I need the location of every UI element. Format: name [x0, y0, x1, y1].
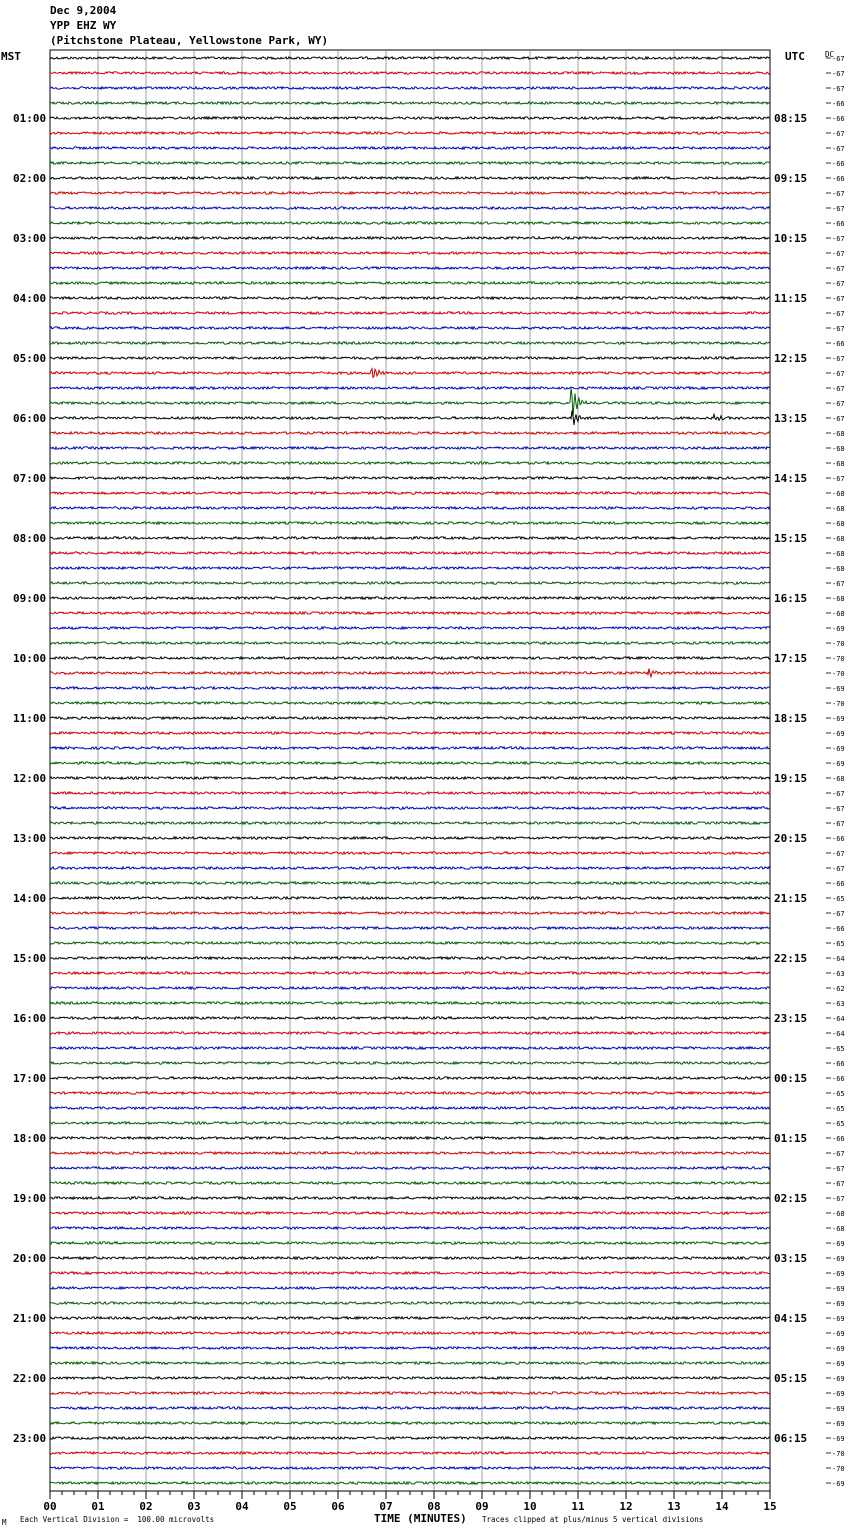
seismic-trace: [50, 327, 770, 329]
seismic-trace: [50, 1362, 770, 1364]
seismic-trace: [50, 1092, 770, 1094]
mst-hour-label: 14:00: [13, 892, 47, 905]
dc-offset-label: -68: [832, 520, 845, 528]
dc-offset-label: -67: [832, 580, 845, 588]
dc-offset-label: -66: [832, 1075, 845, 1083]
utc-hour-label: 11:15: [774, 292, 808, 305]
seismic-trace: [50, 1257, 770, 1259]
seismic-trace: [50, 388, 770, 417]
utc-hour-label: 06:15: [774, 1432, 808, 1445]
seismic-trace: [50, 1167, 770, 1169]
utc-hour-label: 03:15: [774, 1252, 808, 1265]
seismic-trace: [50, 1062, 770, 1064]
seismic-trace: [50, 627, 770, 629]
dc-offset-label: -69: [832, 1435, 845, 1443]
dc-offset-label: -68: [832, 565, 845, 573]
x-axis-label: TIME (MINUTES): [374, 1512, 467, 1525]
utc-hour-label: 23:15: [774, 1012, 808, 1025]
dc-offset-label: -64: [832, 1030, 845, 1038]
right-timezone-label: UTC: [785, 50, 805, 63]
dc-offset-label: -66: [832, 115, 845, 123]
dc-offset-label: -67: [832, 1195, 845, 1203]
left-timezone-label: MST: [1, 50, 21, 63]
seismic-trace: [50, 702, 770, 704]
seismic-trace: [50, 492, 770, 494]
seismic-trace: [50, 762, 770, 764]
dc-offset-label: -66: [832, 160, 845, 168]
dc-offset-label: -67: [832, 370, 845, 378]
dc-offset-label: -65: [832, 1120, 845, 1128]
seismic-trace: [50, 612, 770, 614]
dc-offset-label: -69: [832, 1255, 845, 1263]
seismic-trace: [50, 237, 770, 239]
mst-hour-label: 06:00: [13, 412, 47, 425]
dc-offset-label: -67: [832, 385, 845, 393]
seismic-trace: [50, 1212, 770, 1214]
dc-offset-label: -66: [832, 925, 845, 933]
dc-offset-label: -67: [832, 805, 845, 813]
dc-offset-label: -67: [832, 1150, 845, 1158]
seismic-trace: [50, 1047, 770, 1049]
x-tick-label: 06: [331, 1500, 345, 1513]
dc-offset-label: -67: [832, 295, 845, 303]
seismic-trace: [50, 1077, 770, 1079]
seismic-trace: [50, 132, 770, 134]
dc-offset-label: -69: [832, 1300, 845, 1308]
dc-offset-label: -67: [832, 250, 845, 258]
seismic-trace: [50, 87, 770, 89]
mst-hour-label: 03:00: [13, 232, 47, 245]
dc-offset-label: -69: [832, 745, 845, 753]
dc-offset-label: -67: [832, 355, 845, 363]
dc-offset-label: -68: [832, 490, 845, 498]
seismic-trace: [50, 882, 770, 884]
vertical-scale-note: Each Vertical Division = 100.00 microvolts: [20, 1515, 215, 1524]
seismic-trace: [50, 312, 770, 314]
dc-offset-label: -69: [832, 1285, 845, 1293]
seismic-trace: [50, 162, 770, 164]
clipping-note: Traces clipped at plus/minus 5 vertical divisions: [482, 1515, 704, 1524]
dc-offset-label: -63: [832, 970, 845, 978]
mst-hour-label: 20:00: [13, 1252, 47, 1265]
dc-offset-label: -64: [832, 955, 845, 963]
dc-offset-label: -69: [832, 1330, 845, 1338]
dc-offset-label: -68: [832, 1210, 845, 1218]
seismic-trace: [50, 267, 770, 269]
seismic-trace: [50, 1002, 770, 1004]
dc-offset-label: -66: [832, 1135, 845, 1143]
dc-offset-label: -69: [832, 1315, 845, 1323]
utc-hour-label: 05:15: [774, 1372, 808, 1385]
dc-offset-label: -67: [832, 475, 845, 483]
dc-offset-label: -67: [832, 415, 845, 423]
seismic-trace: [50, 1272, 770, 1274]
seismic-trace: [50, 852, 770, 854]
seismic-trace: [50, 957, 770, 959]
station-location: (Pitchstone Plateau, Yellowstone Park, WY): [50, 34, 329, 47]
utc-hour-label: 10:15: [774, 232, 808, 245]
utc-hour-label: 16:15: [774, 592, 808, 605]
station-code: YPP EHZ WY: [50, 19, 117, 32]
seismic-trace: [50, 102, 770, 104]
seismic-trace: [50, 1482, 770, 1484]
seismic-trace: [50, 912, 770, 914]
dc-offset-label: -66: [832, 340, 845, 348]
mst-hour-label: 12:00: [13, 772, 47, 785]
seismic-trace: [50, 1137, 770, 1139]
utc-hour-label: 09:15: [774, 172, 808, 185]
x-tick-label: 11: [571, 1500, 585, 1513]
utc-hour-label: 12:15: [774, 352, 808, 365]
corner-mark: M: [2, 1518, 7, 1527]
dc-offset-label: -67: [832, 145, 845, 153]
utc-hour-label: 13:15: [774, 412, 808, 425]
plot-frame: [50, 50, 770, 1491]
seismic-trace: [50, 987, 770, 989]
x-tick-label: 15: [763, 1500, 777, 1513]
plot-date: Dec 9,2004: [50, 4, 117, 17]
dc-offset-label: -66: [832, 175, 845, 183]
seismic-trace: [50, 1422, 770, 1424]
dc-offset-label: -67: [832, 820, 845, 828]
dc-offset-label: -69: [832, 1240, 845, 1248]
seismic-trace: [50, 657, 770, 659]
seismic-trace: [50, 1032, 770, 1034]
dc-offset-label: -68: [832, 610, 845, 618]
dc-offset-label: -70: [832, 655, 845, 663]
seismic-trace: [50, 942, 770, 944]
dc-offset-label: -68: [832, 505, 845, 513]
dc-offset-label: -69: [832, 715, 845, 723]
seismic-trace: [50, 1347, 770, 1349]
x-tick-label: 03: [187, 1500, 201, 1513]
seismic-trace: [50, 747, 770, 749]
seismic-trace: [50, 792, 770, 794]
utc-hour-label: 04:15: [774, 1312, 808, 1325]
dc-offset-label: -67: [832, 85, 845, 93]
dc-offset-label: -69: [832, 1480, 845, 1488]
dc-offset-label: -65: [832, 895, 845, 903]
seismic-trace: [50, 927, 770, 929]
dc-offset-label: -70: [832, 640, 845, 648]
dc-offset-label: -67: [832, 910, 845, 918]
seismic-trace: [50, 1437, 770, 1439]
seismic-trace: [50, 732, 770, 734]
seismic-trace: [50, 1107, 770, 1109]
x-tick-label: 02: [139, 1500, 153, 1513]
seismic-trace: [50, 1302, 770, 1304]
mst-hour-label: 02:00: [13, 172, 47, 185]
dc-offset-header: DC: [825, 50, 835, 59]
seismic-trace: [50, 447, 770, 449]
dc-offset-label: -68: [832, 430, 845, 438]
seismic-trace: [50, 1122, 770, 1124]
seismic-trace: [50, 1182, 770, 1184]
dc-offset-label: -62: [832, 985, 845, 993]
dc-offset-label: -67: [832, 865, 845, 873]
utc-hour-label: 14:15: [774, 472, 808, 485]
seismic-trace: [50, 972, 770, 974]
seismic-trace: [50, 1407, 770, 1409]
dc-offset-label: -69: [832, 625, 845, 633]
seismic-trace: [50, 462, 770, 464]
seismic-trace: [50, 522, 770, 524]
seismic-trace: [50, 1152, 770, 1154]
seismic-trace: [50, 387, 770, 389]
dc-offset-label: -68: [832, 775, 845, 783]
x-tick-label: 01: [91, 1500, 105, 1513]
dc-offset-label: -69: [832, 1405, 845, 1413]
dc-offset-label: -69: [832, 1420, 845, 1428]
seismic-trace: [50, 507, 770, 509]
seismic-trace: [50, 1197, 770, 1199]
seismic-trace: [50, 537, 770, 539]
utc-hour-label: 18:15: [774, 712, 808, 725]
seismic-trace: [50, 252, 770, 254]
seismic-trace: [50, 1452, 770, 1454]
dc-offset-label: -70: [832, 670, 845, 678]
seismic-trace: [50, 57, 770, 59]
seismic-trace: [50, 207, 770, 209]
dc-offset-label: -68: [832, 1225, 845, 1233]
seismic-trace: [50, 582, 770, 584]
seismic-trace: [50, 177, 770, 179]
seismic-trace: [50, 777, 770, 779]
x-tick-label: 10: [523, 1500, 537, 1513]
dc-offset-label: -70: [832, 700, 845, 708]
seismic-trace: [50, 552, 770, 554]
dc-offset-label: -69: [832, 730, 845, 738]
seismic-trace: [50, 357, 770, 359]
mst-hour-label: 15:00: [13, 952, 47, 965]
dc-offset-label: -68: [832, 535, 845, 543]
dc-offset-label: -68: [832, 460, 845, 468]
seismic-trace: [50, 837, 770, 839]
mst-hour-label: 08:00: [13, 532, 47, 545]
dc-offset-label: -69: [832, 1375, 845, 1383]
seismic-trace: [50, 222, 770, 224]
dc-offset-label: -67: [832, 205, 845, 213]
dc-offset-label: -67: [832, 325, 845, 333]
x-tick-label: 09: [475, 1500, 489, 1513]
mst-hour-label: 01:00: [13, 112, 47, 125]
dc-offset-label: -66: [832, 835, 845, 843]
seismic-trace: [50, 1332, 770, 1334]
seismic-trace: [50, 369, 770, 378]
utc-hour-label: 15:15: [774, 532, 808, 545]
dc-offset-label: -67: [832, 130, 845, 138]
x-tick-label: 05: [283, 1500, 297, 1513]
seismic-trace: [50, 1017, 770, 1019]
seismic-trace: [50, 1467, 770, 1469]
seismic-trace: [50, 717, 770, 719]
dc-offset-label: -64: [832, 1015, 845, 1023]
dc-offset-label: -63: [832, 1000, 845, 1008]
dc-offset-label: -69: [832, 760, 845, 768]
x-tick-label: 00: [43, 1500, 57, 1513]
x-tick-label: 14: [715, 1500, 729, 1513]
x-tick-label: 08: [427, 1500, 441, 1513]
dc-offset-label: -68: [832, 595, 845, 603]
dc-offset-label: -65: [832, 1090, 845, 1098]
dc-offset-label: -65: [832, 940, 845, 948]
seismic-trace: [50, 669, 770, 677]
utc-hour-label: 01:15: [774, 1132, 808, 1145]
utc-hour-label: 19:15: [774, 772, 808, 785]
mst-hour-label: 21:00: [13, 1312, 47, 1325]
seismic-trace: [50, 282, 770, 284]
seismic-trace: [50, 642, 770, 644]
dc-offset-label: -66: [832, 880, 845, 888]
dc-offset-label: -67: [832, 400, 845, 408]
mst-hour-label: 11:00: [13, 712, 47, 725]
dc-offset-label: -67: [832, 235, 845, 243]
mst-hour-label: 19:00: [13, 1192, 47, 1205]
seismic-trace: [50, 297, 770, 299]
dc-offset-label: -67: [832, 1165, 845, 1173]
dc-offset-label: -67: [832, 70, 845, 78]
mst-hour-label: 17:00: [13, 1072, 47, 1085]
seismic-trace: [50, 1242, 770, 1244]
dc-offset-label: -70: [832, 1465, 845, 1473]
seismic-trace: [50, 1317, 770, 1319]
x-tick-label: 04: [235, 1500, 249, 1513]
seismic-trace: [50, 1227, 770, 1229]
seismic-trace: [50, 867, 770, 869]
mst-hour-label: 22:00: [13, 1372, 47, 1385]
mst-hour-label: 23:00: [13, 1432, 47, 1445]
utc-hour-label: 20:15: [774, 832, 808, 845]
dc-offset-label: -67: [832, 790, 845, 798]
seismic-trace: [50, 807, 770, 809]
utc-hour-label: 02:15: [774, 1192, 808, 1205]
dc-offset-label: -66: [832, 100, 845, 108]
dc-offset-label: -69: [832, 1360, 845, 1368]
mst-hour-label: 04:00: [13, 292, 47, 305]
dc-offset-label: -66: [832, 1060, 845, 1068]
x-tick-label: 07: [379, 1500, 393, 1513]
utc-hour-label: 00:15: [774, 1072, 808, 1085]
seismic-trace: [50, 1392, 770, 1394]
mst-hour-label: 09:00: [13, 592, 47, 605]
dc-offset-label: -65: [832, 1045, 845, 1053]
utc-hour-label: 17:15: [774, 652, 808, 665]
seismic-trace: [50, 72, 770, 74]
mst-hour-label: 10:00: [13, 652, 47, 665]
seismic-trace: [50, 597, 770, 599]
dc-offset-label: -69: [832, 1390, 845, 1398]
dc-offset-label: -69: [832, 1270, 845, 1278]
x-tick-label: 12: [619, 1500, 633, 1513]
dc-offset-label: -67: [832, 265, 845, 273]
mst-hour-label: 07:00: [13, 472, 47, 485]
seismic-trace: [50, 117, 770, 119]
mst-hour-label: 18:00: [13, 1132, 47, 1145]
dc-offset-label: -67: [832, 1180, 845, 1188]
seismic-trace: [50, 477, 770, 479]
dc-offset-label: -67: [832, 190, 845, 198]
seismic-trace: [50, 411, 770, 425]
dc-offset-label: -69: [832, 1345, 845, 1353]
seismic-trace: [50, 432, 770, 434]
mst-hour-label: 13:00: [13, 832, 47, 845]
x-tick-label: 13: [667, 1500, 681, 1513]
seismic-trace: [50, 147, 770, 149]
seismic-trace: [50, 1287, 770, 1289]
dc-offset-label: -67: [832, 55, 845, 63]
dc-offset-label: -67: [832, 310, 845, 318]
utc-hour-label: 22:15: [774, 952, 808, 965]
seismic-trace: [50, 897, 770, 899]
seismic-trace: [50, 192, 770, 194]
dc-offset-label: -66: [832, 220, 845, 228]
seismic-trace: [50, 822, 770, 824]
dc-offset-label: -65: [832, 1105, 845, 1113]
mst-hour-label: 05:00: [13, 352, 47, 365]
dc-offset-label: -70: [832, 1450, 845, 1458]
mst-hour-label: 16:00: [13, 1012, 47, 1025]
dc-offset-label: -68: [832, 445, 845, 453]
dc-offset-label: -69: [832, 685, 845, 693]
dc-offset-label: -68: [832, 550, 845, 558]
seismic-trace: [50, 567, 770, 569]
seismic-trace: [50, 687, 770, 689]
utc-hour-label: 08:15: [774, 112, 808, 125]
dc-offset-label: -67: [832, 280, 845, 288]
seismic-trace: [50, 342, 770, 344]
utc-hour-label: 21:15: [774, 892, 808, 905]
dc-offset-label: -67: [832, 850, 845, 858]
seismic-trace: [50, 1377, 770, 1379]
